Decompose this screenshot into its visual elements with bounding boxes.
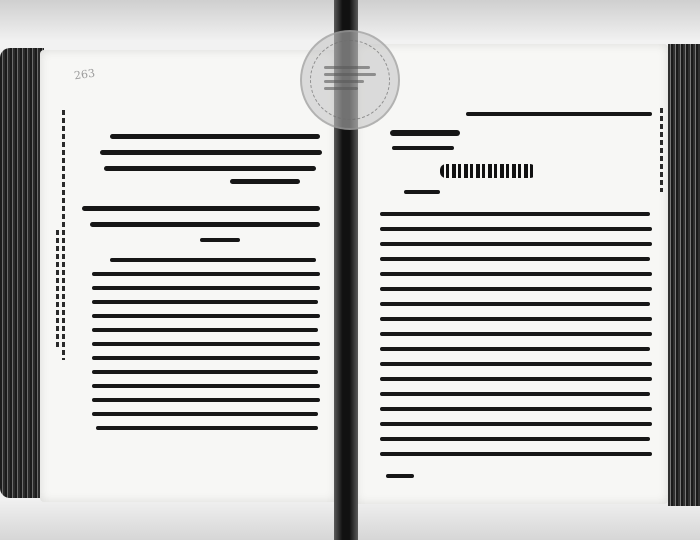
text-line: [380, 302, 650, 306]
text-line: [82, 206, 320, 211]
text-line: [110, 134, 320, 139]
text-line: [200, 238, 240, 242]
text-line: [96, 426, 318, 430]
left-page: [40, 50, 336, 502]
text-line: [92, 384, 320, 388]
text-line: [380, 257, 650, 261]
text-line: [380, 347, 650, 351]
book-edge-right: [668, 44, 700, 506]
text-line: [92, 412, 318, 416]
text-line: [92, 286, 320, 290]
margin-note-left: [62, 110, 65, 360]
text-line: [100, 150, 322, 155]
text-line: [390, 130, 460, 136]
margin-note-left: [56, 230, 59, 350]
text-line: [104, 166, 316, 171]
book-edge-left: [0, 48, 44, 498]
text-line: [380, 362, 652, 366]
text-line: [380, 377, 652, 381]
text-line: [380, 437, 650, 441]
text-line: [92, 342, 320, 346]
text-line: [92, 356, 320, 360]
text-line: [392, 146, 454, 150]
text-line: [92, 314, 320, 318]
text-line: [380, 422, 652, 426]
text-line: [110, 258, 316, 262]
seal-inscription: [324, 62, 376, 98]
library-seal-stamp: [300, 30, 400, 130]
text-line: [380, 242, 652, 246]
text-line: [380, 212, 650, 216]
text-line: [404, 190, 440, 194]
text-line: [92, 328, 318, 332]
text-line: [380, 272, 652, 276]
section-heading: [440, 164, 536, 178]
text-line: [92, 300, 318, 304]
text-line: [380, 287, 652, 291]
text-line: [380, 452, 652, 456]
text-line: [380, 332, 652, 336]
text-line: [380, 227, 652, 231]
catchword: [386, 474, 414, 478]
text-line: [92, 272, 320, 276]
text-line: [230, 179, 300, 184]
text-line: [380, 392, 650, 396]
text-line: [90, 222, 320, 227]
text-line: [92, 370, 318, 374]
folio-number: 263: [73, 66, 96, 83]
margin-note-right: [660, 108, 663, 192]
text-line: [380, 407, 652, 411]
text-line: [380, 317, 652, 321]
text-line: [92, 398, 320, 402]
text-line: [466, 112, 652, 116]
